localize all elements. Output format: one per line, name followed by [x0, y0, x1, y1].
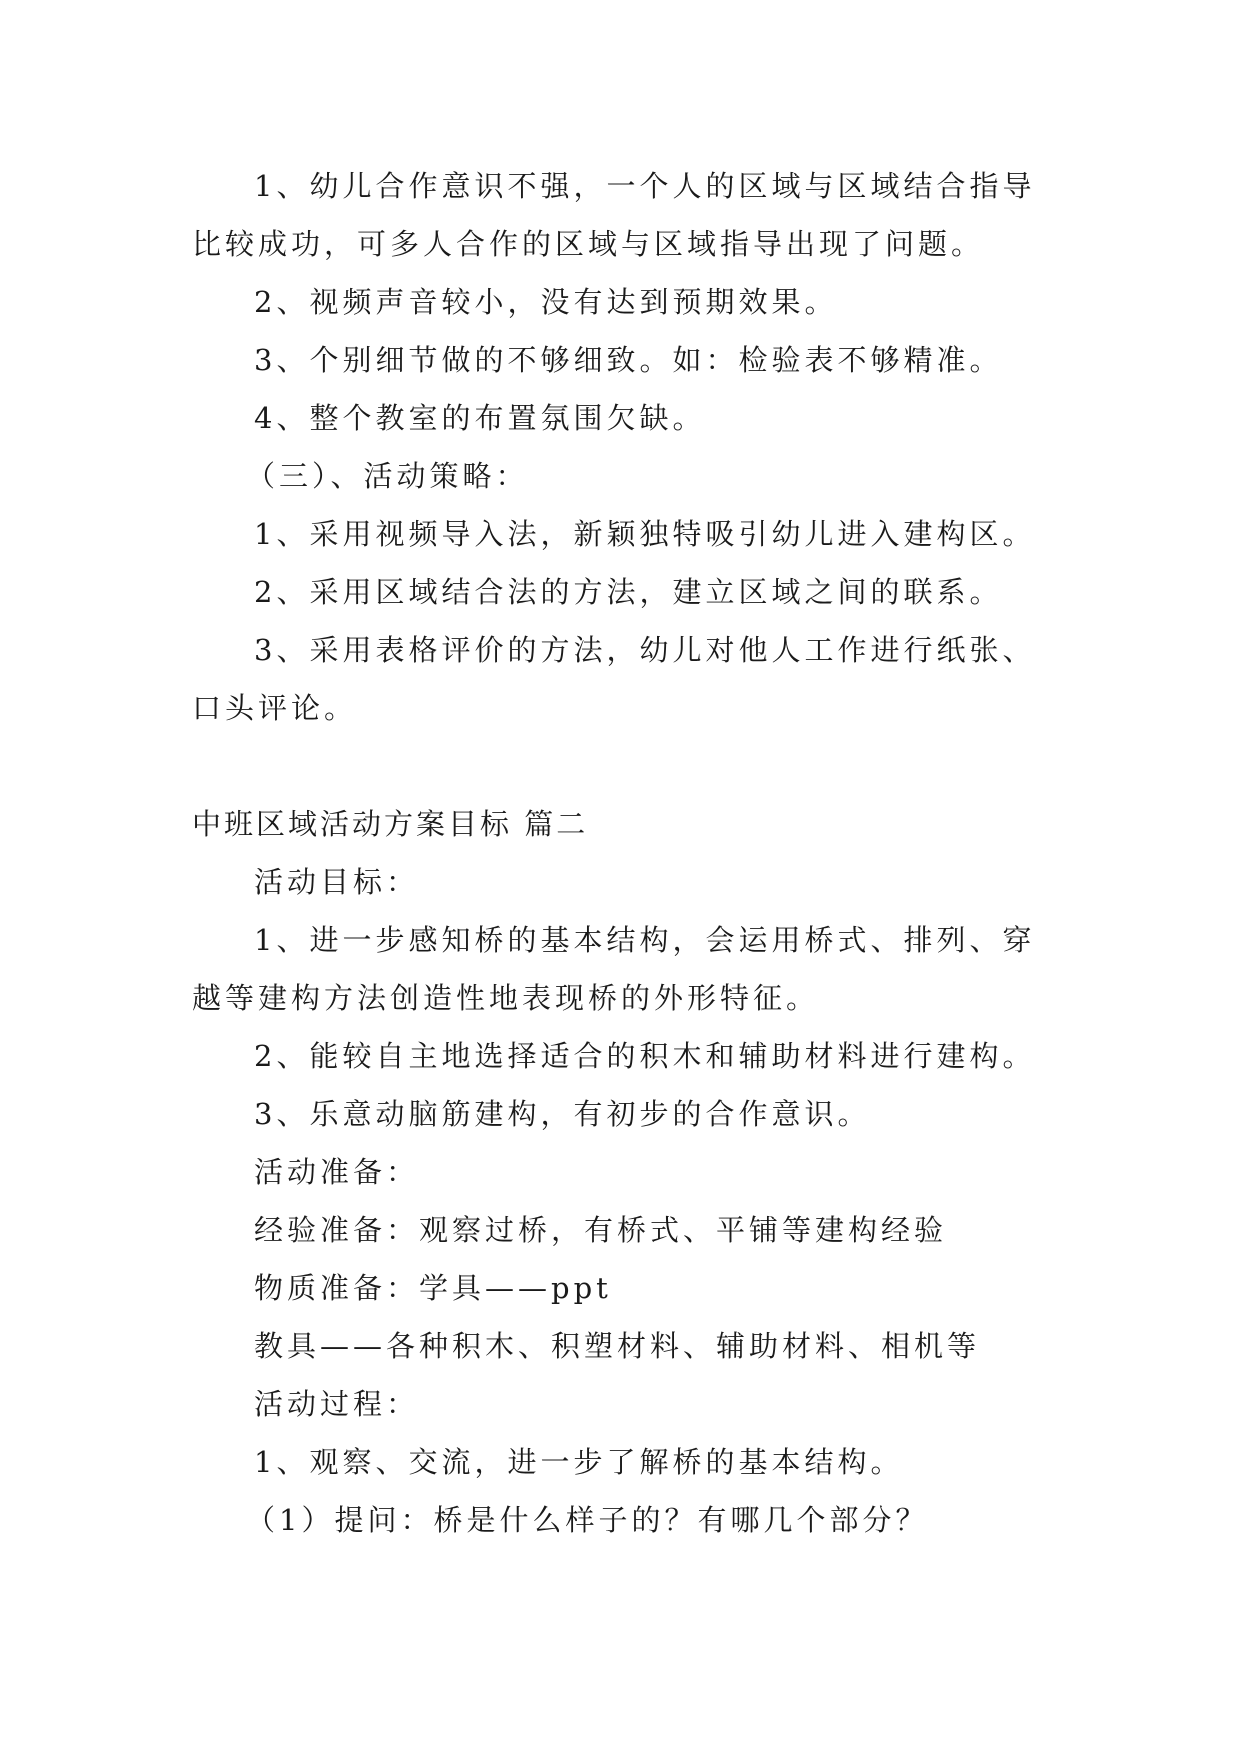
- paragraph-line: 1、进一步感知桥的基本结构，会运用桥式、排列、穿: [254, 923, 1036, 957]
- goals-heading: 活动目标：: [254, 865, 420, 899]
- paragraph-line: 3、采用表格评价的方法，幼儿对他人工作进行纸张、: [254, 633, 1036, 667]
- paragraph-line: 3、乐意动脑筋建构，有初步的合作意识。: [254, 1097, 871, 1131]
- paragraph-line: 3、个别细节做的不够细致。如：检验表不够精准。: [254, 343, 1003, 377]
- paragraph-line: 经验准备：观察过桥，有桥式、平铺等建构经验: [254, 1213, 948, 1247]
- paragraph-line: 2、能较自主地选择适合的积木和辅助材料进行建构。: [254, 1039, 1036, 1073]
- section-gap: [192, 737, 1072, 795]
- paragraph-line: 2、视频声音较小，没有达到预期效果。: [254, 285, 838, 319]
- strategy-heading: （三）、活动策略：: [246, 459, 529, 493]
- paragraph-line: 4、整个教室的布置氛围欠缺。: [254, 401, 706, 435]
- paragraph-line: 1、观察、交流，进一步了解桥的基本结构。: [254, 1445, 904, 1479]
- paragraph-line: 口头评论。: [192, 691, 358, 725]
- paragraph-line: 2、采用区域结合法的方法，建立区域之间的联系。: [254, 575, 1003, 609]
- paragraph-line: 教具——各种积木、积塑材料、辅助材料、相机等: [254, 1329, 981, 1363]
- paragraph-line: 1、幼儿合作意识不强，一个人的区域与区域结合指导: [254, 169, 1036, 203]
- section-title: 中班区域活动方案目标 篇二: [192, 807, 589, 841]
- paragraph-line: 1、采用视频导入法，新颖独特吸引幼儿进入建构区。: [254, 517, 1036, 551]
- document-body: [192, 157, 1072, 1549]
- paragraph-line: 比较成功，可多人合作的区域与区域指导出现了问题。: [192, 227, 985, 261]
- paragraph-line: 物质准备：学具——ppt: [254, 1271, 612, 1305]
- prep-heading: 活动准备：: [254, 1155, 420, 1189]
- paragraph-line: （1）提问：桥是什么样子的？有哪几个部分？: [246, 1503, 929, 1537]
- paragraph-line: 越等建构方法创造性地表现桥的外形特征。: [192, 981, 820, 1015]
- process-heading: 活动过程：: [254, 1387, 420, 1421]
